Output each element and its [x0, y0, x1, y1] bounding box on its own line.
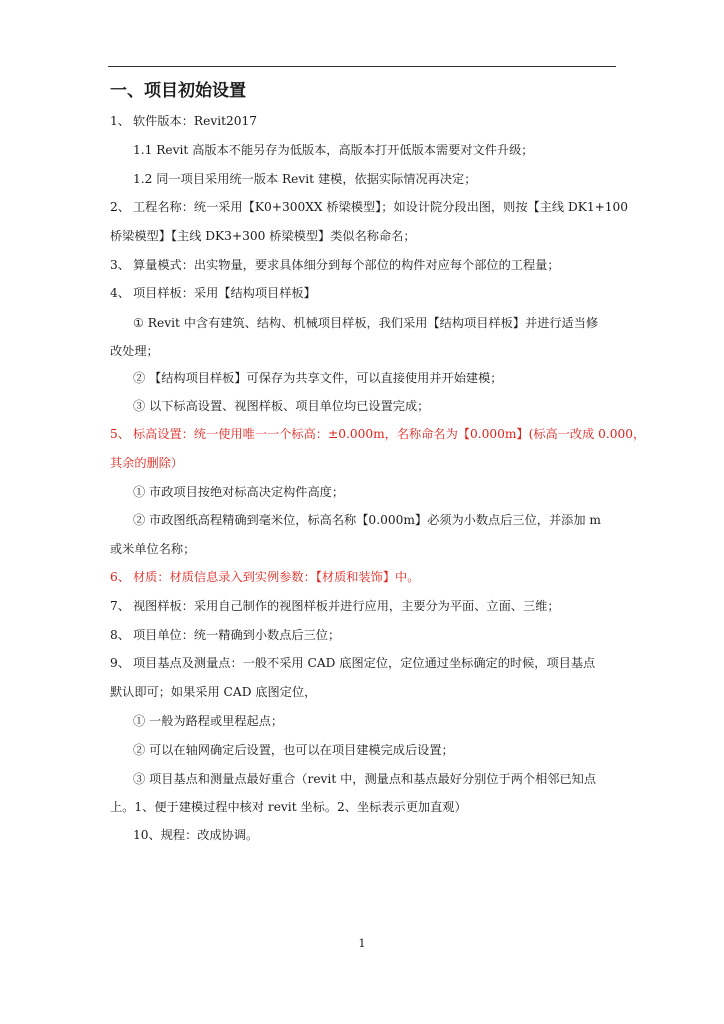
- item-4-point-1-cont: 改处理；: [110, 344, 159, 358]
- item-number: 9、: [110, 656, 130, 670]
- item-9-point-2: ② 可以在轴网确定后设置，也可以在项目建模完成后设置；: [133, 743, 454, 757]
- item-5-point-2-cont: 或米单位名称；: [110, 542, 196, 556]
- item-number: 8、: [110, 628, 130, 642]
- item-9-point-3: ③ 项目基点和测量点最好重合（revit 中，测量点和基点最好分别位于两个相邻已知点: [133, 772, 597, 786]
- item-text: 工程名称：统一采用【K0+300XX 桥梁模型】；如设计院分段出图，则按【主线 DK1+100: [133, 200, 629, 214]
- item-5-cont: 其余的删除）: [110, 456, 184, 470]
- item-text: 视图样板：采用自己制作的视图样板并进行应用，主要分为平面、立面、三维；: [133, 599, 560, 613]
- item-number: 5、: [110, 427, 130, 441]
- item-text: 项目样板：采用【结构项目样板】: [133, 286, 316, 300]
- item-number: 7、: [110, 599, 130, 613]
- item-text: 算量模式：出实物量，要求具体细分到每个部位的构件对应每个部位的工程量；: [133, 258, 560, 272]
- item-4-point-3: ③ 以下标高设置、视图样板、项目单位均已设置完成；: [133, 399, 430, 413]
- subitem-1-2: 1.2 同一项目采用统一版本 Revit 建模，依据实际情况再决定；: [133, 172, 477, 186]
- item-4-point-2: ② 【结构项目样板】可保存为共享文件，可以直接使用并开始建模；: [133, 371, 503, 385]
- item-text: 项目基点及测量点：一般不采用 CAD 底图定位，定位通过坐标确定的时候，项目基点: [133, 656, 596, 670]
- item-number: 2、: [110, 200, 130, 214]
- item-number: 6、: [110, 570, 130, 584]
- subitem-1-1: 1.1 Revit 高版本不能另存为低版本，高版本打开低版本需要对文件升级；: [133, 143, 534, 157]
- item-text: 软件版本：Revit2017: [133, 114, 258, 128]
- item-9-point-3-cont: 上。1、便于建模过程中核对 revit 坐标。2、坐标表示更加直观）: [110, 800, 467, 814]
- item-9-cont: 默认即可；如果采用 CAD 底图定位，: [110, 685, 317, 699]
- item-5-point-2: ② 市政图纸高程精确到毫米位，标高名称【0.000m】必须为小数点后三位，并添加 m: [133, 513, 601, 527]
- item-number: 1、: [110, 114, 130, 128]
- top-rule: [108, 66, 616, 67]
- item-number: 4、: [110, 286, 130, 300]
- item-9-point-1: ① 一般为路程或里程起点；: [133, 714, 284, 728]
- item-text: 标高设置：统一使用唯一一个标高：±0.000m，名称命名为【0.000m】(标高一改成 0.000，: [133, 427, 646, 441]
- item-5-point-1: ① 市政项目按绝对标高决定构件高度；: [133, 485, 345, 499]
- item-4-point-1: ① Revit 中含有建筑、结构、机械项目样板，我们采用【结构项目样板】并进行适当修: [133, 316, 599, 330]
- item-text: 项目单位：统一精确到小数点后三位；: [133, 628, 341, 642]
- item-10: 10、规程：改成协调。: [133, 828, 259, 842]
- item-number: 3、: [110, 258, 130, 272]
- page-number: 1: [358, 937, 366, 950]
- section-heading: 一、项目初始设置: [110, 81, 246, 101]
- item-text: 材质：材质信息录入到实例参数：【材质和装饰】中。: [133, 570, 420, 584]
- item-2-cont: 桥梁模型】【主线 DK3+300 桥梁模型】类似名称命名；: [110, 229, 416, 243]
